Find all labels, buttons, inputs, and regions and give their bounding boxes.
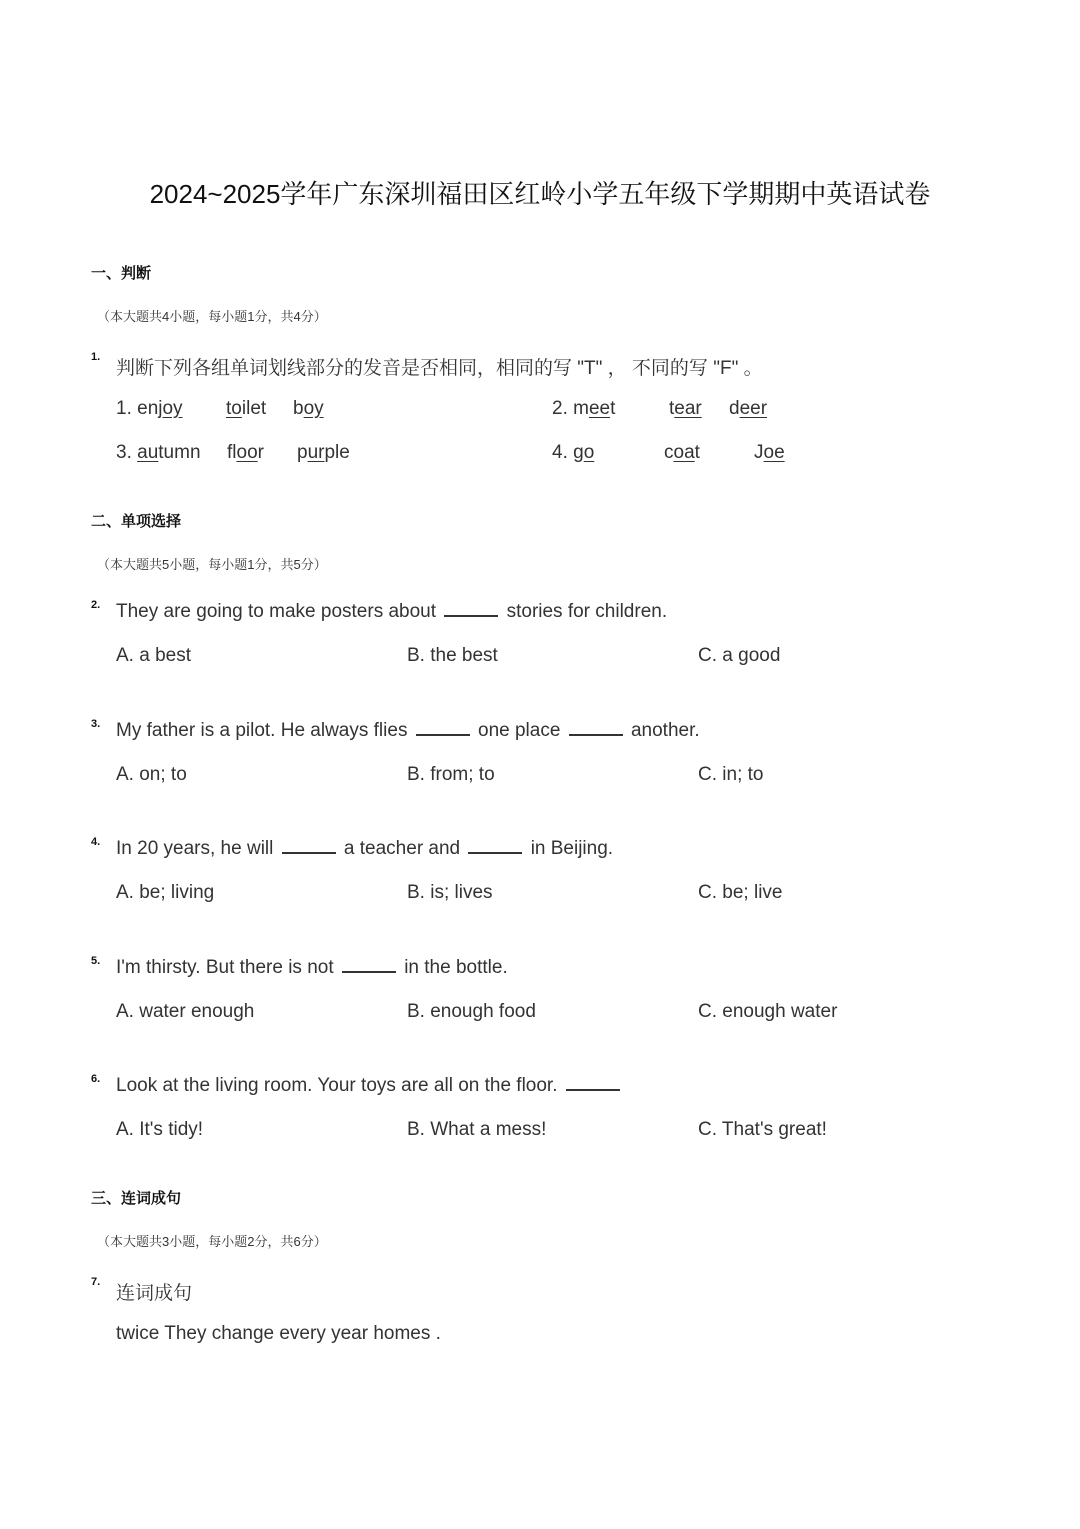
option-b[interactable]: B. enough food (407, 1001, 536, 1022)
word: go (573, 442, 595, 463)
group-label: 1. (116, 398, 138, 419)
option-b[interactable]: B. What a mess! (407, 1119, 547, 1140)
section-heading-sentence: 三、连词成句 (91, 1190, 182, 1207)
answer-blank[interactable] (342, 957, 396, 973)
word-group-4 (552, 442, 594, 464)
group-label: 2. (552, 398, 574, 419)
word: meet (573, 398, 616, 419)
answer-blank[interactable] (444, 601, 498, 617)
section-note-choice: （本大题共5小题，每小题1分，共5分） (97, 557, 327, 572)
option-c[interactable]: C. That's great! (698, 1119, 827, 1140)
option-c[interactable]: C. enough water (698, 1001, 838, 1022)
word: Joe (754, 442, 785, 463)
option-a[interactable]: A. It's tidy! (116, 1119, 204, 1140)
group-label: 4. (552, 442, 574, 463)
section-heading-choice: 二、单项选择 (91, 513, 182, 530)
answer-blank[interactable] (416, 720, 470, 736)
option-c[interactable]: C. be; live (698, 882, 783, 903)
section-note-sentence: （本大题共3小题，每小题2分，共6分） (97, 1234, 327, 1249)
section-heading-judge: 一、判断 (91, 265, 152, 282)
question-text: 判断下列各组单词划线部分的发音是否相同，相同的写 "T" ， 不同的写 "F" 。 (116, 358, 763, 379)
section-note-judge: （本大题共4小题，每小题1分，共4分） (97, 309, 327, 324)
group-label: 3. (116, 442, 138, 463)
word: purple (297, 442, 350, 463)
answer-blank[interactable] (566, 1075, 620, 1091)
scrambled-words: twice They change every year homes . (116, 1323, 441, 1344)
question-text: Look at the living room. Your toys are all on the floor. (116, 1075, 623, 1097)
option-a[interactable]: A. be; living (116, 882, 215, 903)
word-group-1 (116, 398, 183, 420)
question-number: 2. (91, 599, 101, 611)
question-number: 4. (91, 836, 101, 848)
question-text: They are going to make posters about stories for children. (116, 601, 668, 622)
question-text: In 20 years, he will a teacher and in Beijing. (116, 838, 614, 859)
word: coat (664, 442, 700, 463)
question-number: 3. (91, 718, 101, 730)
page-title: 2024~2025学年广东深圳福田区红岭小学五年级下学期期中英语试卷 (149, 179, 931, 209)
question-text: 连词成句 (116, 1283, 193, 1304)
word: boy (293, 398, 324, 419)
word: floor (227, 442, 264, 463)
answer-blank[interactable] (468, 838, 522, 854)
word: toilet (226, 398, 267, 419)
option-a[interactable]: A. water enough (116, 1001, 255, 1022)
question-text: My father is a pilot. He always flies one place another. (116, 720, 700, 741)
word: deer (729, 398, 768, 419)
word: tear (669, 398, 702, 419)
option-b[interactable]: B. the best (407, 645, 498, 666)
answer-blank[interactable] (569, 720, 623, 736)
option-c[interactable]: C. a good (698, 645, 781, 666)
question-number: 5. (91, 955, 101, 967)
option-b[interactable]: B. is; lives (407, 882, 493, 903)
question-number: 7. (91, 1276, 101, 1288)
question-text: I'm thirsty. But there is not in the bottle. (116, 957, 508, 978)
word: autumn (137, 442, 201, 463)
answer-blank[interactable] (282, 838, 336, 854)
option-a[interactable]: A. on; to (116, 764, 187, 785)
word-group-3 (116, 442, 201, 464)
question-number: 1. (91, 351, 101, 363)
question-number: 6. (91, 1073, 101, 1085)
option-c[interactable]: C. in; to (698, 764, 764, 785)
option-a[interactable]: A. a best (116, 645, 191, 666)
option-b[interactable]: B. from; to (407, 764, 495, 785)
word-group-2 (552, 398, 615, 420)
word: enjoy (137, 398, 183, 419)
